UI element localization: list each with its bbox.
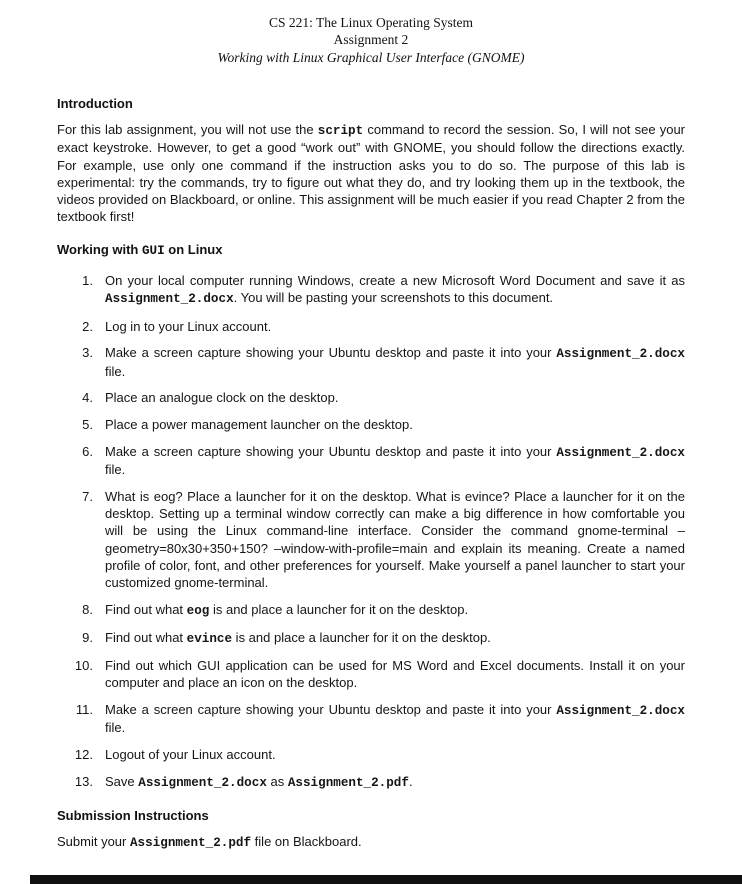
task-text: Make a screen capture showing your Ubuntu desktop and paste it into your Assignment_2.docx file. — [105, 345, 685, 379]
task-number: 12. — [74, 746, 93, 762]
task-number: 13. — [74, 773, 93, 789]
task-item-5 — [57, 416, 685, 433]
inline-code: Assignment_2.docx — [556, 703, 685, 718]
task-number: 9. — [82, 629, 93, 645]
task-text: Find out which GUI application can be used for MS Word and Excel documents. Install it on your computer and place an icon on the desktop. — [105, 657, 685, 690]
inline-code: script — [317, 123, 364, 138]
task-item-6 — [57, 443, 685, 479]
task-item-2 — [57, 318, 685, 335]
inline-code: Assignment_2.docx — [556, 347, 685, 362]
course-title: CS 221: The Linux Operating System — [268, 15, 474, 30]
document-header — [57, 14, 685, 66]
task-text: Find out what eog is and place a launcher for it on the desktop. — [105, 601, 469, 618]
task-number: 5. — [82, 417, 93, 433]
section-heading-working-with-gui: Working with GUI on Linux — [57, 242, 223, 259]
task-text: Logout of your Linux account. — [105, 746, 276, 762]
task-text: Save Assignment_2.docx as Assignment_2.pdf. — [105, 773, 413, 790]
task-text: Make a screen capture showing your Ubuntu desktop and paste it into your Assignment_2.docx file. — [105, 701, 685, 736]
task-text: Place a power management launcher on the desktop. — [105, 417, 413, 433]
task-item-4 — [57, 389, 685, 406]
task-list — [57, 272, 685, 791]
inline-code: Assignment_2.pdf — [129, 836, 252, 851]
task-item-7 — [57, 488, 685, 591]
inline-code: GUI — [141, 244, 165, 259]
task-number: 6. — [82, 443, 93, 459]
introduction-paragraph: For this lab assignment, you will not use the script command to record the session. So, I will not see your exact keystroke. However, to get a good “work out” with GNOME, you should follow the directions exactly. For example, use only one command if the instruction asks you to do so. The purpose of this lab is experimental: try the commands, try to figure out what they do, and try looking them up in the textbook, the videos provided on Blackboard, or online. This assignment will be much easier if you read Chapter 2 from the textbook first! — [57, 121, 685, 225]
inline-code: Assignment_2.pdf — [287, 775, 409, 790]
task-number: 3. — [82, 345, 93, 361]
task-item-13 — [57, 773, 685, 792]
task-number: 8. — [82, 601, 93, 617]
task-text: Log in to your Linux account. — [105, 318, 272, 334]
section-heading-introduction: Introduction — [57, 95, 133, 111]
task-text: Make a screen capture showing your Ubuntu desktop and paste it into your Assignment_2.docx file. — [105, 443, 685, 478]
inline-code: eog — [186, 603, 210, 618]
section-heading-submission: Submission Instructions — [57, 808, 209, 824]
task-text: Place an analogue clock on the desktop. — [105, 390, 339, 406]
task-number: 7. — [82, 489, 93, 505]
task-number: 10. — [74, 657, 93, 673]
task-item-3 — [57, 344, 685, 380]
task-item-11 — [57, 701, 685, 737]
task-item-12 — [57, 746, 685, 763]
task-item-9 — [57, 629, 685, 648]
task-item-10 — [57, 657, 685, 691]
task-text: On your local computer running Windows, create a new Microsoft Word Document and save it as Assignment_2.docx. You will be pasting your screenshots to this document. — [105, 273, 685, 307]
task-number: 11. — [75, 701, 93, 717]
inline-code: Assignment_2.docx — [105, 292, 234, 307]
task-text: Find out what evince is and place a launcher for it on the desktop. — [105, 629, 491, 646]
inline-code: Assignment_2.docx — [556, 445, 685, 460]
task-item-1 — [57, 272, 685, 308]
task-item-8 — [57, 601, 685, 620]
assignment-subtitle: Working with Linux Graphical User Interface (GNOME) — [217, 49, 525, 65]
inline-code: evince — [186, 631, 233, 646]
bottom-edge-bar — [30, 875, 742, 884]
task-text: What is eog? Place a launcher for it on the desktop. What is evince? Place a launcher for it on the desktop. Setting up a terminal window correctly can make a big difference in how comfortable you will be using the Linux command-line interface. Consider the command gnome-terminal –geometry=80x30+350+150? –window-with-profile=main and explain its meaning. Create a named profile of color, font, and other preferences for yourself. Make yourself a panel launcher to start your customized gnome-terminal. — [105, 489, 685, 590]
task-number: 1. — [82, 273, 93, 289]
task-number: 2. — [82, 318, 93, 334]
submission-paragraph: Submit your Assignment_2.pdf file on Blackboard. — [57, 834, 362, 851]
inline-code: Assignment_2.docx — [138, 775, 267, 790]
task-number: 4. — [82, 390, 93, 406]
assignment-number: Assignment 2 — [333, 32, 409, 48]
